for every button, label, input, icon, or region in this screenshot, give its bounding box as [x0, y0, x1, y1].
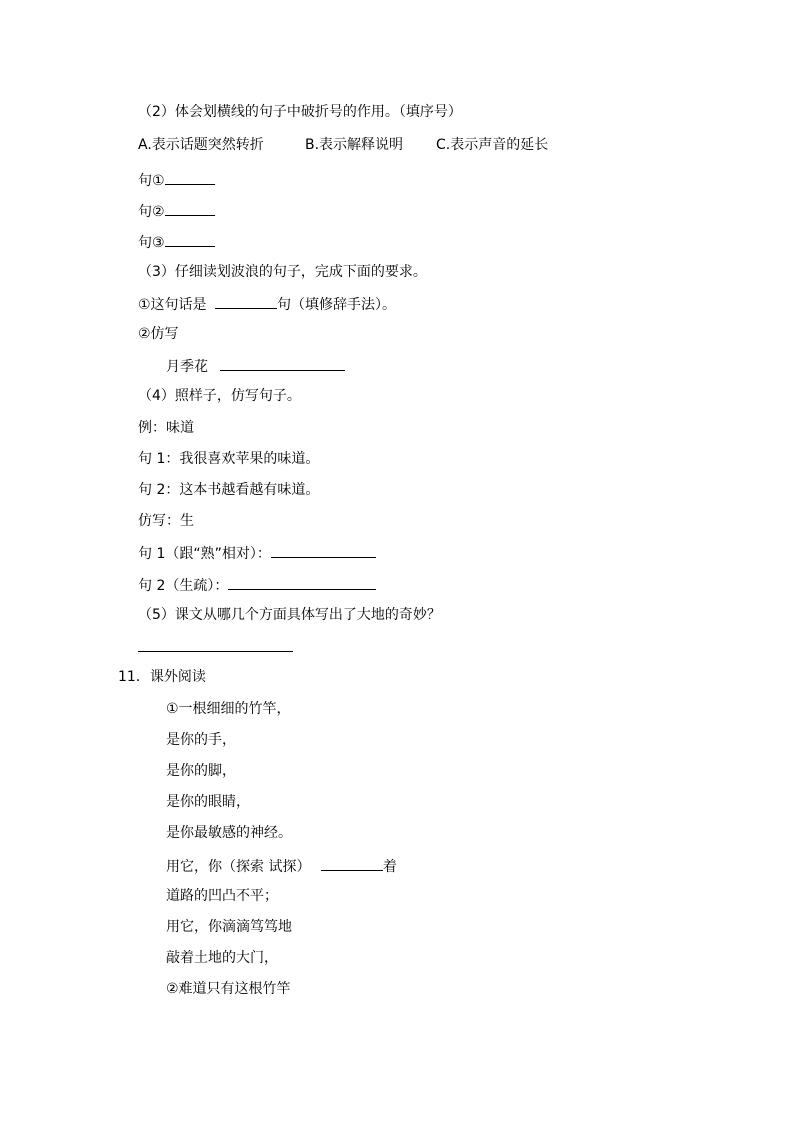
poem-line: 是你的脚，	[166, 763, 236, 779]
sentence-label: 句②	[138, 204, 165, 220]
answer-blank[interactable]	[165, 200, 215, 216]
poem-line: ①一根细细的竹竿，	[166, 701, 291, 717]
blank-line-prefix: 用它，你（探索 试探）	[166, 859, 311, 875]
q2-prompt: （2）体会划横线的句子中破折号的作用。（填序号）	[138, 104, 462, 120]
q3-imitate	[166, 355, 345, 375]
poem-line: 是你的手，	[166, 732, 236, 748]
q4-example-word: 例：味道	[138, 420, 194, 436]
q3-part1-prefix: ①这句话是	[138, 297, 207, 313]
poem-line: 敲着土地的大门，	[166, 950, 278, 966]
imitate-s2-label: 句 2（生疏）：	[138, 578, 229, 594]
q4-example-sentence-1: 句 1：我很喜欢苹果的味道。	[138, 451, 320, 467]
q3-part1	[138, 293, 396, 313]
q11-title: 11．课外阅读	[118, 669, 206, 685]
q2-option-b: B.表示解释说明	[305, 137, 404, 153]
answer-blank[interactable]	[165, 169, 215, 185]
poem-line: 用它，你滴滴笃笃地	[166, 919, 292, 935]
imitate-s2-blank[interactable]	[228, 574, 376, 590]
q3-part1-suffix: 句（填修辞手法）。	[277, 297, 397, 313]
word-choice-blank[interactable]	[321, 855, 383, 871]
sentence-label: 句③	[138, 235, 165, 251]
q2-sentence-1	[138, 169, 215, 189]
poem-line: ②难道只有这根竹竿	[166, 981, 291, 997]
imitate-s1-blank[interactable]	[271, 542, 376, 558]
q2-option-c: C.表示声音的延长	[436, 137, 549, 153]
imitate-s1-label: 句 1（跟“熟”相对）：	[138, 546, 271, 562]
imitate-blank[interactable]	[220, 355, 345, 371]
q4-prompt: （4）照样子，仿写句子。	[138, 388, 301, 404]
answer-blank[interactable]	[165, 231, 215, 247]
q4-imitate-word: 仿写：生	[138, 513, 194, 529]
q4-imitate-sentence-1	[138, 542, 376, 562]
q4-imitate-sentence-2	[138, 574, 376, 594]
poem-line: 是你最敏感的神经。	[166, 825, 292, 841]
q5-answer-line	[138, 636, 293, 656]
rhetoric-blank[interactable]	[215, 293, 277, 309]
poem-line: 道路的凹凸不平；	[166, 888, 278, 904]
imitate-subject: 月季花	[166, 359, 208, 375]
poem-line-with-blank	[166, 855, 397, 875]
poem-line: 是你的眼睛，	[166, 794, 250, 810]
q3-part2-label: ②仿写	[138, 326, 179, 342]
q2-sentence-2	[138, 200, 215, 220]
q5-answer-blank[interactable]	[138, 636, 293, 652]
q5-prompt: （5）课文从哪几个方面具体写出了大地的奇妙？	[138, 607, 441, 623]
sentence-label: 句①	[138, 173, 165, 189]
q3-prompt: （3）仔细读划波浪的句子，完成下面的要求。	[138, 264, 427, 280]
q2-sentence-3	[138, 231, 215, 251]
q4-example-sentence-2: 句 2：这本书越看越有味道。	[138, 482, 320, 498]
q2-option-a: A.表示话题突然转折	[138, 137, 264, 153]
blank-line-suffix: 着	[382, 859, 397, 875]
